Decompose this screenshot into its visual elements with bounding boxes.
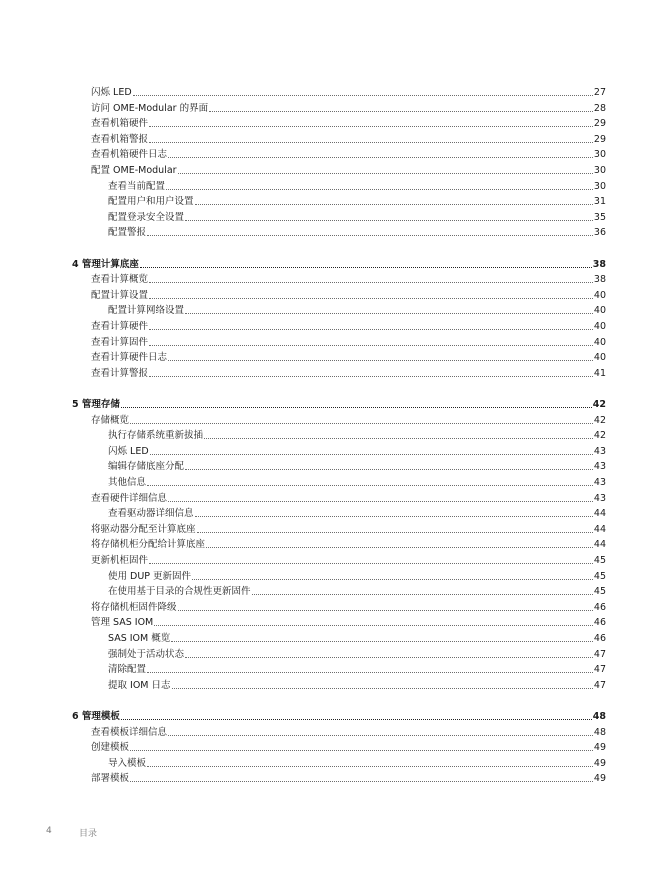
toc-entry-page: 40 — [593, 352, 606, 363]
dot-leader — [185, 469, 593, 470]
toc-entry-page: 43 — [593, 461, 606, 472]
dot-leader — [149, 329, 593, 330]
toc-entry[interactable] — [91, 334, 606, 349]
toc-entry-page: 45 — [593, 555, 606, 566]
toc-entry-page: 43 — [593, 477, 606, 488]
toc-entry-page: 38 — [592, 259, 606, 270]
toc-entry-page: 29 — [593, 134, 606, 145]
toc-entry-title: 执行存储系统重新拔插 — [108, 430, 204, 441]
dot-leader — [178, 610, 593, 611]
toc-entry-title: 配置登录安全设置 — [108, 212, 185, 223]
dot-leader — [166, 189, 593, 190]
toc-entry-page: 44 — [593, 508, 606, 519]
toc-entry-page: 44 — [593, 524, 606, 535]
toc-entry-title: 配置用户和用户设置 — [108, 196, 194, 207]
toc-entry-title: 查看硬件详细信息 — [91, 493, 168, 504]
toc-entry-page: 40 — [593, 321, 606, 332]
toc-entry[interactable] — [108, 474, 606, 489]
toc-entry-page: 31 — [593, 196, 606, 207]
toc-entry-title: 闪烁 LED — [108, 446, 149, 457]
toc-entry[interactable] — [91, 552, 606, 567]
toc-entry-title: 查看计算概览 — [91, 274, 149, 285]
toc-entry-title: 5 管理存储 — [72, 399, 120, 410]
toc-entry-title: 6 管理模板 — [72, 711, 120, 722]
dot-leader — [133, 95, 593, 96]
toc-entry-page: 41 — [593, 368, 606, 379]
footer-page-number: 4 — [46, 826, 52, 836]
toc-entry-title: 查看驱动器详细信息 — [108, 508, 194, 519]
toc-entry[interactable] — [108, 583, 606, 598]
dot-leader — [147, 235, 593, 236]
dot-leader — [130, 423, 593, 424]
toc-entry-title: 清除配置 — [108, 664, 147, 675]
toc-entry-title: 闪烁 LED — [91, 87, 132, 98]
dot-leader — [150, 454, 593, 455]
toc-entry-page: 45 — [593, 571, 606, 582]
toc-entry-page: 48 — [592, 711, 606, 722]
toc-entry[interactable] — [91, 318, 606, 333]
dot-leader — [149, 376, 593, 377]
toc-entry-title: 在使用基于目录的合规性更新固件 — [108, 586, 251, 597]
toc-entry[interactable] — [108, 458, 606, 473]
dot-leader — [149, 298, 593, 299]
dot-leader — [185, 220, 593, 221]
toc-entry[interactable] — [108, 630, 606, 645]
toc-entry-title: 查看计算硬件日志 — [91, 352, 168, 363]
dot-leader — [149, 142, 593, 143]
toc-entry-page: 30 — [593, 165, 606, 176]
toc-entry-page: 48 — [593, 727, 606, 738]
dot-leader — [149, 563, 593, 564]
toc-entry-page: 30 — [593, 149, 606, 160]
toc-entry-page: 36 — [593, 227, 606, 238]
toc-entry-title: 使用 DUP 更新固件 — [108, 571, 192, 582]
dot-leader — [252, 594, 593, 595]
toc-entry[interactable] — [108, 505, 606, 520]
toc-entry-title: 管理 SAS IOM — [91, 617, 154, 628]
toc-entry[interactable] — [108, 646, 606, 661]
toc-entry-title: 访问 OME-Modular 的界面 — [91, 103, 209, 114]
toc-entry-page: 47 — [593, 649, 606, 660]
dot-leader — [147, 485, 593, 486]
toc-entry[interactable] — [108, 302, 606, 317]
toc-entry-title: 强制处于活动状态 — [108, 649, 185, 660]
dot-leader — [185, 313, 593, 314]
toc-entry-title: 查看计算警报 — [91, 368, 149, 379]
dot-leader — [192, 579, 593, 580]
toc-entry-page: 42 — [593, 415, 606, 426]
toc-entry-title: SAS IOM 概览 — [108, 633, 171, 644]
toc-entry[interactable] — [91, 490, 606, 505]
toc-entry-title: 查看模板详细信息 — [91, 727, 168, 738]
dot-leader — [195, 204, 593, 205]
toc-entry[interactable] — [108, 209, 606, 224]
dot-leader — [149, 345, 593, 346]
dot-leader — [206, 547, 593, 548]
dot-leader — [147, 766, 593, 767]
toc-entry-title: 将存储机柜分配给计算底座 — [91, 539, 206, 550]
toc-entry[interactable] — [91, 724, 606, 739]
toc-entry[interactable] — [91, 614, 606, 629]
toc-entry[interactable] — [91, 271, 606, 286]
toc-entry-title: 配置警报 — [108, 227, 147, 238]
toc-entry-title: 编辑存储底座分配 — [108, 461, 185, 472]
toc-entry-title: 创建模板 — [91, 742, 130, 753]
dot-leader — [168, 157, 593, 158]
dot-leader — [178, 173, 593, 174]
toc-entry-page: 28 — [593, 103, 606, 114]
toc-entry-title: 配置 OME-Modular — [91, 165, 177, 176]
toc-entry-title: 提取 IOM 日志 — [108, 680, 171, 691]
toc-chapter[interactable] — [72, 396, 606, 411]
toc-entry-title: 查看机箱硬件日志 — [91, 149, 168, 160]
dot-leader — [172, 688, 593, 689]
toc-entry-page: 43 — [593, 446, 606, 457]
toc-entry-page: 40 — [593, 290, 606, 301]
toc-entry[interactable] — [91, 599, 606, 614]
dot-leader — [121, 407, 592, 408]
dot-leader — [140, 267, 592, 268]
toc-entry-page: 43 — [593, 493, 606, 504]
toc-entry-page: 45 — [593, 586, 606, 597]
toc-entry-title: 配置计算设置 — [91, 290, 149, 301]
toc-entry-title: 配置计算网络设置 — [108, 305, 185, 316]
toc-entry-title: 导入模板 — [108, 758, 147, 769]
toc-entry-title: 其他信息 — [108, 477, 147, 488]
dot-leader — [130, 750, 593, 751]
footer-section-label: 目录 — [79, 829, 98, 839]
toc-entry[interactable] — [91, 521, 606, 536]
toc-entry[interactable] — [91, 100, 606, 115]
toc-entry-title: 存储概览 — [91, 415, 130, 426]
toc-entry-page: 46 — [593, 602, 606, 613]
toc-entry[interactable] — [91, 412, 606, 427]
toc-entry-page: 44 — [593, 539, 606, 550]
toc-entry-page: 46 — [593, 633, 606, 644]
dot-leader — [185, 657, 593, 658]
toc-chapter[interactable] — [72, 256, 606, 271]
toc-entry[interactable] — [91, 146, 606, 161]
toc-entry[interactable] — [108, 224, 606, 239]
toc-entry[interactable] — [108, 443, 606, 458]
toc-entry-title: 查看机箱硬件 — [91, 118, 149, 129]
toc-entry[interactable] — [108, 178, 606, 193]
dot-leader — [121, 719, 592, 720]
toc-entry[interactable] — [91, 131, 606, 146]
toc-entry-title: 查看机箱警报 — [91, 134, 149, 145]
toc-entry[interactable] — [91, 162, 606, 177]
toc-entry[interactable] — [91, 739, 606, 754]
dot-leader — [197, 532, 593, 533]
toc-entry-page: 29 — [593, 118, 606, 129]
toc-entry[interactable] — [91, 536, 606, 551]
toc-entry-title: 部署模板 — [91, 773, 130, 784]
toc-entry[interactable] — [108, 677, 606, 692]
toc-entry-title: 查看计算固件 — [91, 337, 149, 348]
toc-entry-page: 30 — [593, 181, 606, 192]
dot-leader — [168, 735, 593, 736]
toc-entry[interactable] — [91, 770, 606, 785]
toc-entry-page: 47 — [593, 664, 606, 675]
dot-leader — [204, 438, 593, 439]
dot-leader — [209, 111, 593, 112]
toc-entry-page: 46 — [593, 617, 606, 628]
toc-entry[interactable] — [91, 365, 606, 380]
toc-entry[interactable] — [91, 115, 606, 130]
toc-entry-page: 40 — [593, 305, 606, 316]
toc-chapter[interactable] — [72, 708, 606, 723]
toc-entry-title: 更新机柜固件 — [91, 555, 149, 566]
dot-leader — [195, 516, 593, 517]
toc-entry[interactable] — [108, 193, 606, 208]
dot-leader — [147, 672, 593, 673]
toc-entry[interactable] — [91, 349, 606, 364]
toc-entry-page: 49 — [593, 758, 606, 769]
toc-entry-title: 将存储机柜固件降级 — [91, 602, 177, 613]
dot-leader — [171, 641, 593, 642]
toc-entry[interactable] — [108, 568, 606, 583]
toc-entry-title: 查看计算硬件 — [91, 321, 149, 332]
toc-entry-page: 38 — [593, 274, 606, 285]
toc-entry-title: 查看当前配置 — [108, 181, 166, 192]
toc-entry-title: 4 管理计算底座 — [72, 259, 139, 270]
toc-entry[interactable] — [108, 661, 606, 676]
toc-entry-page: 35 — [593, 212, 606, 223]
toc-entry-page: 42 — [593, 430, 606, 441]
dot-leader — [149, 282, 593, 283]
dot-leader — [154, 625, 593, 626]
toc-entry-page: 40 — [593, 337, 606, 348]
dot-leader — [130, 781, 593, 782]
toc-entry-page: 47 — [593, 680, 606, 691]
toc-entry-page: 49 — [593, 773, 606, 784]
dot-leader — [168, 360, 593, 361]
toc-entry[interactable] — [108, 755, 606, 770]
toc-entry-page: 49 — [593, 742, 606, 753]
dot-leader — [168, 501, 593, 502]
dot-leader — [149, 126, 593, 127]
toc-entry-title: 将驱动器分配至计算底座 — [91, 524, 196, 535]
toc-entry-page: 42 — [592, 399, 606, 410]
toc-entry-page: 27 — [593, 87, 606, 98]
toc-entry[interactable] — [108, 427, 606, 442]
toc-entry[interactable] — [91, 287, 606, 302]
toc-entry[interactable] — [91, 84, 606, 99]
